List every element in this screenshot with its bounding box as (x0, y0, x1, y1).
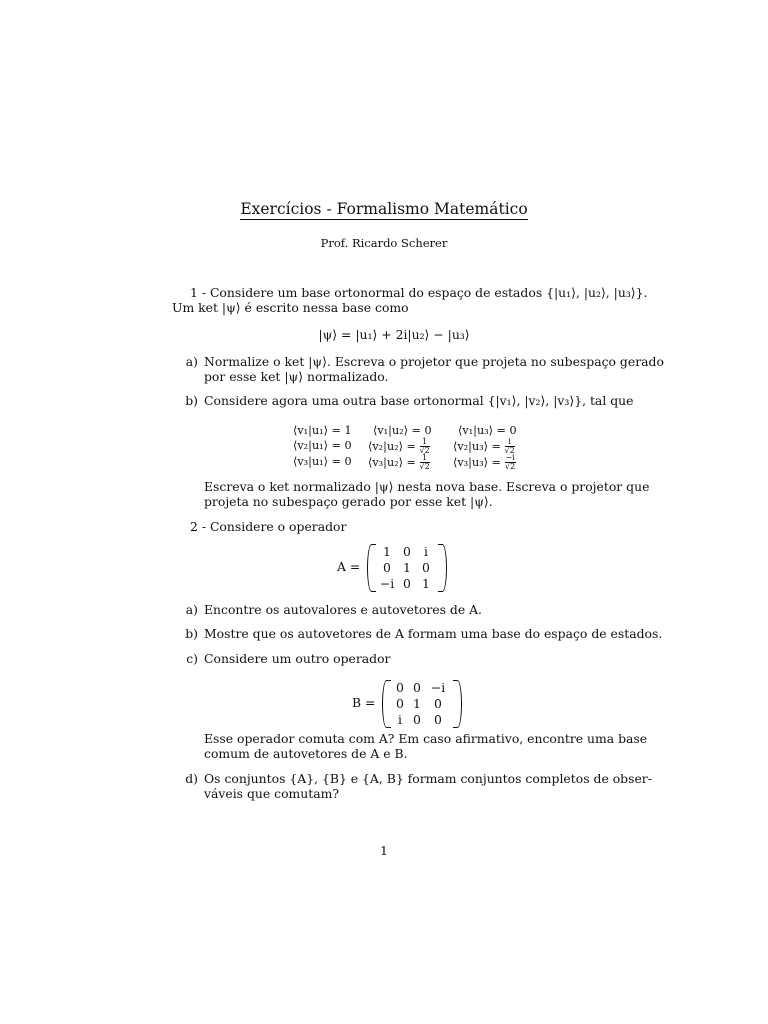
matrix-b-row-3 (392, 712, 450, 728)
matrix-a-right-paren (438, 544, 447, 592)
author-line: Prof. Ricardo Scherer (320, 236, 448, 250)
item-1b-label: b) (185, 393, 198, 408)
matrix-b-row-2 (392, 696, 450, 712)
item-2c-after-line-2: comum de autovetores de A e B. (204, 746, 408, 761)
ip-r2c3: ⟨v₂|u₃⟩ = $\frac{i}{√2}$ (453, 437, 515, 455)
matrix-b-left-paren (382, 680, 391, 728)
item-2d-line-2: váveis que comutam? (204, 786, 340, 801)
item-2b-label: b) (185, 626, 198, 641)
matrix-a (337, 544, 457, 590)
matrix-b-cell: i (398, 712, 402, 727)
matrix-b-row-1 (392, 680, 450, 696)
matrix-b-right-paren (453, 680, 462, 728)
matrix-a-left-paren (367, 544, 376, 592)
item-1b-after-line-1: Escreva o ket normalizado |ψ⟩ nesta nova base. Escreva o projetor que (204, 479, 650, 494)
problem-1-equation: |ψ⟩ = |u₁⟩ + 2i|u₂⟩ − |u₃⟩ (318, 327, 470, 342)
page-title: Exercícios - Formalismo Matemático (240, 200, 528, 218)
item-2c-label: c) (186, 651, 198, 666)
problem-1-intro-line-2: Um ket |ψ⟩ é escrito nessa base como (172, 300, 409, 315)
ip-r2c2: ⟨v₂|u₂⟩ = $\frac{1}{√2}$ (368, 437, 430, 455)
matrix-a-cell: i (424, 544, 428, 559)
page-number: 1 (380, 843, 388, 858)
problem-2-intro: 2 - Considere o operador (190, 519, 347, 534)
matrix-a-row-2 (377, 560, 435, 576)
matrix-b-cell: 0 (434, 696, 442, 711)
ip-r3c3: ⟨v₃|u₃⟩ = $\frac{-i}{√2}$ (453, 453, 516, 471)
ip-r1c1: ⟨v₁|u₁⟩ = 1 (293, 424, 352, 437)
matrix-a-cell: 1 (383, 544, 391, 559)
ip-r1c3: ⟨v₁|u₃⟩ = 0 (458, 424, 517, 437)
matrix-b-cell: 1 (413, 696, 421, 711)
fraction-r2c3: $\frac{i}{√2}$ (504, 437, 515, 455)
matrix-b-cell: 0 (396, 680, 404, 695)
item-2d-label: d) (185, 771, 198, 786)
ip-r3c1: ⟨v₃|u₁⟩ = 0 (293, 455, 352, 468)
item-1a-line-1: Normalize o ket |ψ⟩. Escreva o projetor que projeta no subespaço gerado (204, 354, 664, 369)
ip-r3c2: ⟨v₃|u₂⟩ = $\frac{1}{√2}$ (368, 453, 430, 471)
item-2a-text: Encontre os autovalores e autovetores de A. (204, 602, 482, 617)
matrix-a-cell: 0 (403, 576, 411, 591)
ip-r1c2: ⟨v₁|u₂⟩ = 0 (373, 424, 432, 437)
matrix-a-cell: 0 (403, 544, 411, 559)
matrix-b-cell: 0 (413, 680, 421, 695)
matrix-b-cell: 0 (413, 712, 421, 727)
fraction-r3c2: $\frac{1}{√2}$ (419, 453, 430, 471)
matrix-a-cell: 0 (422, 560, 430, 575)
item-2a-label: a) (185, 602, 198, 617)
matrix-a-cell: 1 (403, 560, 411, 575)
matrix-a-row-1 (377, 544, 435, 560)
matrix-b-cell: −i (430, 680, 446, 695)
matrix-b-cell: 0 (396, 696, 404, 711)
matrix-a-body (377, 544, 435, 592)
item-1a-label: a) (185, 354, 198, 369)
item-2b-text: Mostre que os autovetores de A formam uma base do espaço de estados. (204, 626, 663, 641)
fraction-r2c2: $\frac{1}{√2}$ (419, 437, 430, 455)
item-2c-text: Considere um outro operador (204, 651, 391, 666)
matrix-b-body (392, 680, 450, 728)
matrix-a-cell: 1 (422, 576, 430, 591)
matrix-a-name: A = (337, 559, 361, 574)
item-1b-after-line-2: projeta no subespaço gerado por esse ket |ψ⟩. (204, 494, 493, 509)
matrix-a-cell: −i (379, 576, 395, 591)
matrix-a-cell: 0 (383, 560, 391, 575)
ip-r2c1: ⟨v₂|u₁⟩ = 0 (293, 439, 352, 452)
matrix-b (352, 680, 472, 726)
matrix-b-cell: 0 (434, 712, 442, 727)
matrix-b-name: B = (352, 695, 376, 710)
item-2d-line-1: Os conjuntos {A}, {B} e {A, B} formam conjuntos completos de obser- (204, 771, 652, 786)
item-1b-line-1: Considere agora uma outra base ortonormal {|v₁⟩, |v₂⟩, |v₃⟩}, tal que (204, 393, 634, 408)
problem-1-intro-line-1: 1 - Considere um base ortonormal do espaço de estados {|u₁⟩, |u₂⟩, |u₃⟩}. (190, 285, 648, 300)
matrix-a-row-3 (377, 576, 435, 592)
item-1a-line-2: por esse ket |ψ⟩ normalizado. (204, 369, 389, 384)
fraction-r3c3: $\frac{-i}{√2}$ (505, 453, 516, 471)
item-2c-after-line-1: Esse operador comuta com A? Em caso afirmativo, encontre uma base (204, 731, 648, 746)
